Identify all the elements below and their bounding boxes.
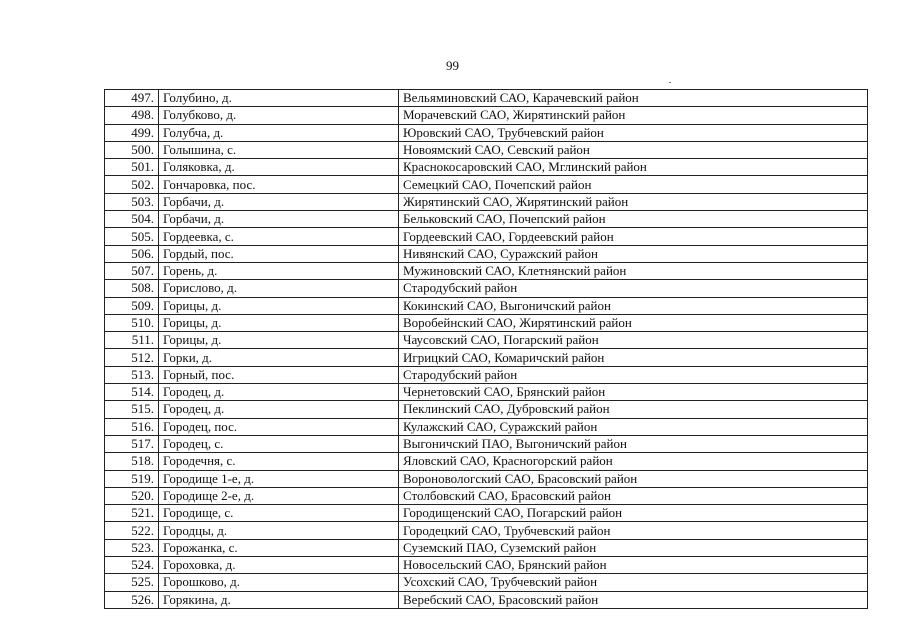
settlement-name: Горицы, д.: [159, 297, 399, 314]
settlement-name: Городец, д.: [159, 401, 399, 418]
table-row: [105, 245, 868, 262]
administrative-area: Суземский ПАО, Суземский район: [399, 539, 868, 556]
row-number: 517.: [105, 435, 159, 452]
row-number: 503.: [105, 193, 159, 210]
settlement-name: Горный, пос.: [159, 366, 399, 383]
table-row: [105, 211, 868, 228]
page-number: 99: [446, 58, 459, 73]
administrative-area: Городецкий САО, Трубчевский район: [399, 522, 868, 539]
row-number: 526.: [105, 591, 159, 608]
table-row: [105, 418, 868, 435]
settlement-name: Горбачи, д.: [159, 193, 399, 210]
table-row: [105, 539, 868, 556]
settlement-name: Гончаровка, пос.: [159, 176, 399, 193]
settlement-table: [104, 89, 868, 609]
settlement-name: Гордый, пос.: [159, 245, 399, 262]
administrative-area: Чаусовский САО, Погарский район: [399, 332, 868, 349]
settlement-name: Гордеевка, с.: [159, 228, 399, 245]
table-row: [105, 435, 868, 452]
table-row: [105, 262, 868, 279]
administrative-area: Вельяминовский САО, Карачевский район: [399, 90, 868, 107]
table-row: [105, 453, 868, 470]
row-number: 514.: [105, 384, 159, 401]
table-row: [105, 297, 868, 314]
settlement-name: Городечня, с.: [159, 453, 399, 470]
administrative-area: Гордеевский САО, Гордеевский район: [399, 228, 868, 245]
administrative-area: Новосельский САО, Брянский район: [399, 557, 868, 574]
row-number: 510.: [105, 314, 159, 331]
administrative-area: Чернетовский САО, Брянский район: [399, 384, 868, 401]
administrative-area: Воробейнский САО, Жирятинский район: [399, 314, 868, 331]
administrative-area: Стародубский район: [399, 280, 868, 297]
settlement-name: Голышина, с.: [159, 141, 399, 158]
administrative-area: Стародубский район: [399, 366, 868, 383]
table-row: [105, 228, 868, 245]
row-number: 516.: [105, 418, 159, 435]
settlement-name: Голубча, д.: [159, 124, 399, 141]
row-number: 519.: [105, 470, 159, 487]
settlement-name: Городец, д.: [159, 384, 399, 401]
row-number: 524.: [105, 557, 159, 574]
settlement-table-body: [105, 90, 868, 609]
settlement-name: Горень, д.: [159, 262, 399, 279]
administrative-area: Новоямский САО, Севский район: [399, 141, 868, 158]
row-number: 511.: [105, 332, 159, 349]
settlement-name: Городец, с.: [159, 435, 399, 452]
administrative-area: Яловский САО, Красногорский район: [399, 453, 868, 470]
administrative-area: Кулажский САО, Суражский район: [399, 418, 868, 435]
settlement-name: Горожанка, с.: [159, 539, 399, 556]
table-row: [105, 176, 868, 193]
settlement-name: Гороховка, д.: [159, 557, 399, 574]
settlement-name: Городцы, д.: [159, 522, 399, 539]
administrative-area: Веребский САО, Брасовский район: [399, 591, 868, 608]
table-row: [105, 366, 868, 383]
administrative-area: Усохский САО, Трубчевский район: [399, 574, 868, 591]
administrative-area: Столбовский САО, Брасовский район: [399, 487, 868, 504]
settlement-name: Голубково, д.: [159, 107, 399, 124]
administrative-area: Краснокосаровский САО, Мглинский район: [399, 159, 868, 176]
row-number: 500.: [105, 141, 159, 158]
table-row: [105, 522, 868, 539]
row-number: 501.: [105, 159, 159, 176]
row-number: 522.: [105, 522, 159, 539]
settlement-name: Горякина, д.: [159, 591, 399, 608]
settlement-name: Городище 2-е, д.: [159, 487, 399, 504]
administrative-area: Мужиновский САО, Клетнянский район: [399, 262, 868, 279]
administrative-area: Пеклинский САО, Дубровский район: [399, 401, 868, 418]
row-number: 498.: [105, 107, 159, 124]
settlement-name: Городище, с.: [159, 505, 399, 522]
administrative-area: Городищенский САО, Погарский район: [399, 505, 868, 522]
row-number: 523.: [105, 539, 159, 556]
row-number: 525.: [105, 574, 159, 591]
table-row: [105, 90, 868, 107]
table-row: [105, 124, 868, 141]
scan-speck: [669, 82, 671, 83]
administrative-area: Игрицкий САО, Комаричский район: [399, 349, 868, 366]
table-row: [105, 470, 868, 487]
row-number: 507.: [105, 262, 159, 279]
settlement-name: Горбачи, д.: [159, 211, 399, 228]
settlement-name: Горицы, д.: [159, 332, 399, 349]
row-number: 508.: [105, 280, 159, 297]
settlement-name: Горошково, д.: [159, 574, 399, 591]
administrative-area: Выгоничский ПАО, Выгоничский район: [399, 435, 868, 452]
table-row: [105, 384, 868, 401]
table-row: [105, 314, 868, 331]
table-row: [105, 280, 868, 297]
row-number: 512.: [105, 349, 159, 366]
administrative-area: Вороновологский САО, Брасовский район: [399, 470, 868, 487]
table-row: [105, 332, 868, 349]
row-number: 521.: [105, 505, 159, 522]
row-number: 513.: [105, 366, 159, 383]
administrative-area: Семецкий САО, Почепский район: [399, 176, 868, 193]
administrative-area: Бельковский САО, Почепский район: [399, 211, 868, 228]
row-number: 499.: [105, 124, 159, 141]
settlement-name: Городец, пос.: [159, 418, 399, 435]
table-row: [105, 107, 868, 124]
settlement-name: Горислово, д.: [159, 280, 399, 297]
row-number: 506.: [105, 245, 159, 262]
administrative-area: Кокинский САО, Выгоничский район: [399, 297, 868, 314]
administrative-area: Морачевский САО, Жирятинский район: [399, 107, 868, 124]
table-row: [105, 574, 868, 591]
settlement-name: Голубино, д.: [159, 90, 399, 107]
table-row: [105, 487, 868, 504]
table-row: [105, 557, 868, 574]
table-row: [105, 349, 868, 366]
administrative-area: Нивянский САО, Суражский район: [399, 245, 868, 262]
row-number: 502.: [105, 176, 159, 193]
administrative-area: Юровский САО, Трубчевский район: [399, 124, 868, 141]
row-number: 505.: [105, 228, 159, 245]
settlement-name: Городище 1-е, д.: [159, 470, 399, 487]
table-row: [105, 401, 868, 418]
row-number: 520.: [105, 487, 159, 504]
row-number: 497.: [105, 90, 159, 107]
table-row: [105, 159, 868, 176]
row-number: 515.: [105, 401, 159, 418]
table-row: [105, 591, 868, 608]
table-row: [105, 141, 868, 158]
settlement-name: Горицы, д.: [159, 314, 399, 331]
row-number: 518.: [105, 453, 159, 470]
table-row: [105, 505, 868, 522]
settlement-name: Голяковка, д.: [159, 159, 399, 176]
table-row: [105, 193, 868, 210]
administrative-area: Жирятинский САО, Жирятинский район: [399, 193, 868, 210]
settlement-name: Горки, д.: [159, 349, 399, 366]
row-number: 504.: [105, 211, 159, 228]
row-number: 509.: [105, 297, 159, 314]
